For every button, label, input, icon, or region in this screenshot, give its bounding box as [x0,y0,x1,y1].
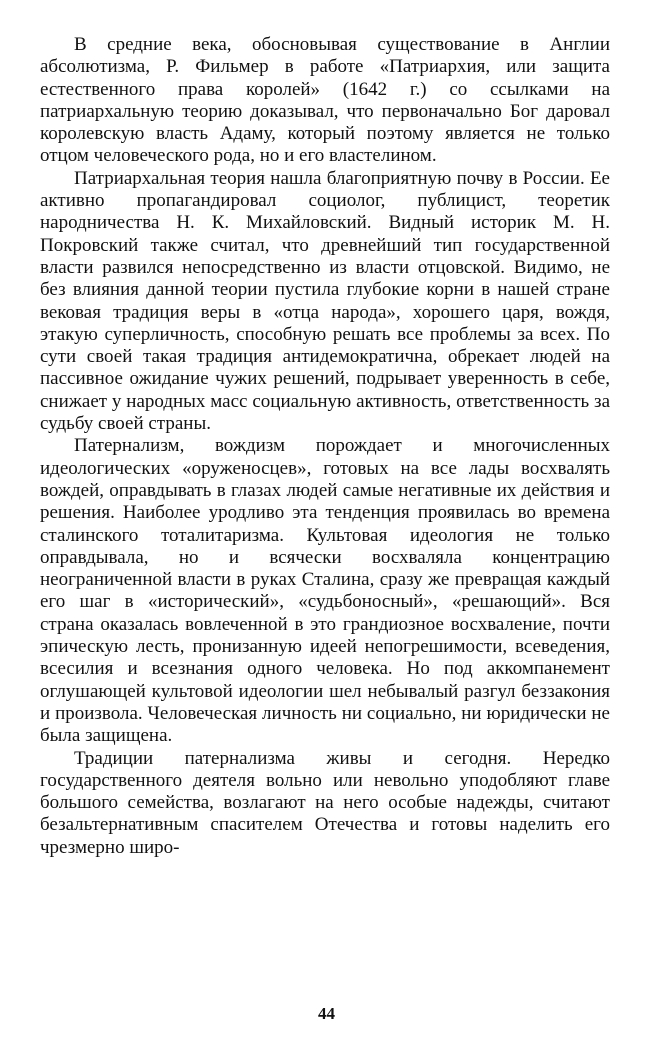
paragraph-1: В средние века, обосновывая существование в Англии абсолютизма, Р. Фильмер в работе «Патриархия, или защита естественного права королей» (1642 г.) со ссылками на патриархальную теорию доказывал, что первоначально Бог даровал королевскую власть Адаму, который поэтому является не только отцом человеческого рода, но и его властелином. [40,34,610,167]
paragraph-3: Патернализм, вождизм порождает и многочисленных идеологических «оруженосцев», готовых на все лады восхвалять вождей, оправдывать в глазах людей самые негативные их действия и решения. Наиболее уродливо эта тенденция проявилась во времена сталинского тоталитаризма. Культовая идеология не только оправдывала, но и всячески восхваляла концентрацию неограниченной власти в руках Сталина, сразу же превращая каждый его шаг в «исторический», «судьбоносный», «решающий». Вся страна оказалась вовлеченной в это грандиозное восхваление, почти эпическую лесть, пронизанную идеей непогрешимости, всеведения, всесилия и всезнания одного человека. Но под аккомпанемент оглушающей культовой идеологии шел небывалый разгул беззакония и произвола. Человеческая личность ни социально, ни юридически не была защищена. [40,435,610,747]
paragraph-2: Патриархальная теория нашла благоприятную почву в России. Ее активно пропагандировал социолог, публицист, теоретик народничества Н. К. Михайловский. Видный историк М. Н. Покровский также считал, что древнейший тип государственной власти развился непосредственно из власти отцовской. Видимо, не без влияния данной теории пустила глубокие корни в нашей стране вековая традиция веры в «отца народа», хорошего царя, вождя, этакую суперличность, способную решать все проблемы за всех. По сути своей такая традиция антидемократична, обрекает людей на пассивное ожидание чужих решений, подрывает уверенность в себе, снижает у народных масс социальную активность, ответственность за судьбу своей страны. [40,167,610,435]
paragraph-4: Традиции патернализма живы и сегодня. Нередко государственного деятеля вольно или невольно уподобляют главе большого семейства, возлагают на него особые надежды, считают безальтернативным спасителем Отечества и готовы наделить его чрезмерно широ- [40,747,610,858]
page-number: 44 [318,1004,335,1023]
page-body [40,34,610,859]
